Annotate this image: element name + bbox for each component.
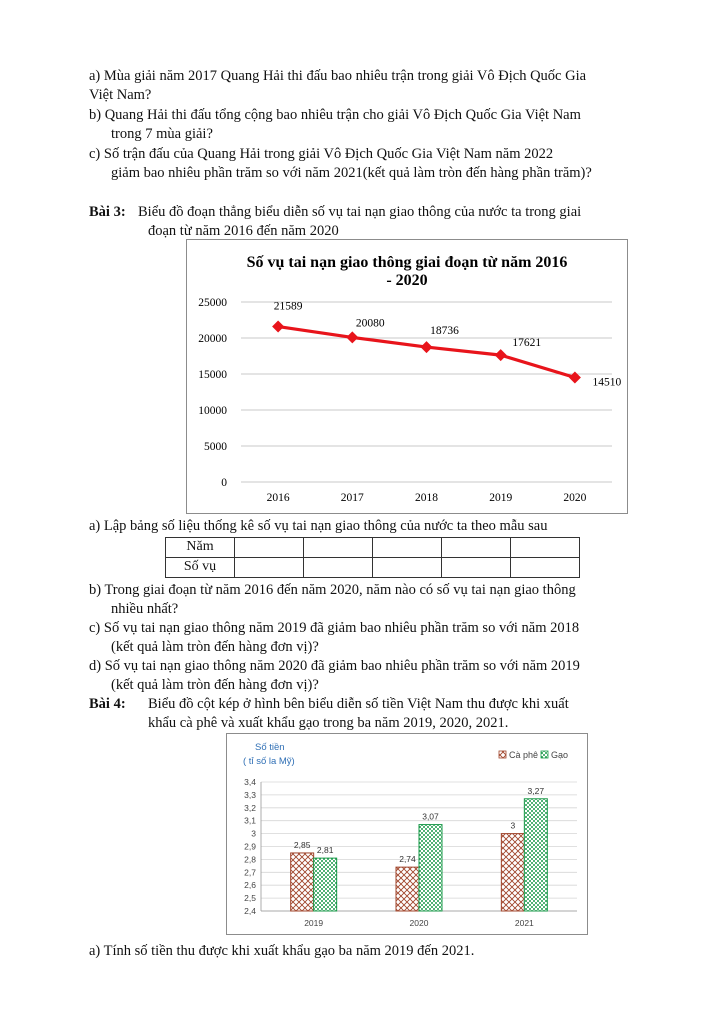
bar-coffee xyxy=(501,834,524,911)
bai3-question-b-line1: b) Trong giai đoạn từ năm 2016 đến năm 2020, năm nào có số vụ tai nạn giao thông xyxy=(89,582,576,598)
x-tick-label: 2019 xyxy=(489,492,513,504)
table-cell-year-label: Năm xyxy=(166,538,235,558)
bai3-label: Bài 3: xyxy=(89,204,126,220)
stat-table xyxy=(165,537,580,578)
table-cell-empty[interactable] xyxy=(511,538,580,558)
bar-chart xyxy=(227,734,587,934)
data-point-marker xyxy=(272,321,284,333)
bai4-label: Bài 4: xyxy=(89,696,126,712)
y-tick-label: 3,2 xyxy=(244,802,256,813)
line-chart xyxy=(187,240,627,513)
y-tick-label: 10000 xyxy=(198,405,227,417)
y-tick-label: 15000 xyxy=(198,369,227,381)
table-row xyxy=(166,558,580,578)
table-cell-empty[interactable] xyxy=(511,558,580,578)
y-tick-label: 3,3 xyxy=(244,789,256,800)
y-tick-label: 2,8 xyxy=(244,854,256,865)
bar-chart-frame xyxy=(226,733,588,935)
bai4-intro-line1: Biểu đồ cột kép ở hình bên biểu diễn số tiền Việt Nam thu được khi xuất xyxy=(148,696,569,712)
bar-data-label: 2,85 xyxy=(293,839,311,850)
y-tick-label: 3,1 xyxy=(244,815,256,826)
bai3-question-c-line2: (kết quả làm tròn đến hàng đơn vị)? xyxy=(111,639,319,655)
x-tick-label: 2016 xyxy=(266,492,290,504)
data-point-marker xyxy=(346,331,358,343)
bar-chart-y-ticks xyxy=(244,777,256,916)
bar-data-label: 3,27 xyxy=(527,785,545,796)
bar-coffee xyxy=(291,853,314,911)
y-tick-label: 2,6 xyxy=(244,880,256,891)
legend-swatch-rice xyxy=(541,751,548,758)
bai3-question-c-line1: c) Số vụ tai nạn giao thông năm 2019 đã giảm bao nhiêu phần trăm so với năm 2018 xyxy=(89,620,580,636)
prev-question-c-line1: c) Số trận đấu của Quang Hải trong giải Vô Địch Quốc Gia Việt Nam năm 2022 xyxy=(89,146,554,162)
prev-question-a-line1: a) Mùa giải năm 2017 Quang Hải thi đấu bao nhiêu trận trong giải Vô Địch Quốc Gia xyxy=(89,68,587,84)
prev-question-b-line2: trong 7 mùa giải? xyxy=(111,126,213,142)
bar-coffee xyxy=(396,867,419,911)
legend-label: Gạo xyxy=(551,750,569,760)
bai3-question-a: a) Lập bảng số liệu thống kê số vụ tai nạn giao thông của nước ta theo mẫu sau xyxy=(89,518,548,534)
data-point-marker xyxy=(495,349,507,361)
line-chart-y-ticks xyxy=(198,297,227,489)
data-label: 21589 xyxy=(273,300,303,313)
prev-question-b-line1: b) Quang Hải thi đấu tổng cộng bao nhiêu trận cho giải Vô Địch Quốc Gia Việt Nam xyxy=(89,107,581,123)
table-cell-empty[interactable] xyxy=(442,558,511,578)
prev-question-a-line2: Việt Nam? xyxy=(89,87,152,103)
data-label: 17621 xyxy=(512,337,542,350)
y-tick-label: 25000 xyxy=(198,297,227,309)
bar-rice xyxy=(524,799,547,911)
line-chart-title-line2: - 2020 xyxy=(386,272,428,289)
bai3-question-b-line2: nhiều nhất? xyxy=(111,601,179,617)
table-cell-empty[interactable] xyxy=(304,538,373,558)
table-row xyxy=(166,538,580,558)
prev-question-c-line2: giảm bao nhiêu phần trăm so với năm 2021(kết quả làm tròn đến hàng phần trăm)? xyxy=(111,165,592,181)
bai3-intro-line2: đoạn từ năm 2016 đến năm 2020 xyxy=(148,223,339,239)
bar-data-label: 3 xyxy=(510,820,516,831)
data-label: 20080 xyxy=(355,317,385,330)
bar-chart-ylabel-line2: ( tỉ số la Mỹ) xyxy=(243,756,295,767)
bai4-intro-line2: khẩu cà phê và xuất khẩu gạo trong ba năm 2019, 2020, 2021. xyxy=(148,715,509,731)
data-label: 18736 xyxy=(430,325,459,338)
y-tick-label: 3 xyxy=(251,828,256,839)
table-cell-empty[interactable] xyxy=(442,538,511,558)
bar-chart-x-ticks xyxy=(304,918,534,928)
data-point-marker xyxy=(569,372,581,384)
bar-data-label: 2,81 xyxy=(316,845,334,856)
line-chart-title-line1: Số vụ tai nạn giao thông giai đoạn từ năm 2016 xyxy=(246,254,568,271)
bar-chart-ylabel-line1: Số tiền xyxy=(255,742,285,753)
bar-rice xyxy=(314,858,337,911)
x-tick-label: 2020 xyxy=(409,918,429,928)
y-tick-label: 5000 xyxy=(204,441,227,453)
line-chart-frame xyxy=(186,239,628,514)
bai3-question-d-line2: (kết quả làm tròn đến hàng đơn vị)? xyxy=(111,677,319,693)
y-tick-label: 2,7 xyxy=(244,867,256,878)
bai3-question-d-line1: d) Số vụ tai nạn giao thông năm 2020 đã giảm bao nhiêu phần trăm so với năm 2019 xyxy=(89,658,580,674)
table-cell-empty[interactable] xyxy=(304,558,373,578)
line-chart-x-ticks xyxy=(267,492,587,504)
bar-data-label: 3,07 xyxy=(422,811,439,822)
table-cell-count-label: Số vụ xyxy=(166,558,235,578)
y-tick-label: 20000 xyxy=(198,333,227,345)
y-tick-label: 0 xyxy=(221,477,227,489)
y-tick-label: 2,4 xyxy=(244,906,256,916)
y-tick-label: 2,9 xyxy=(244,841,256,852)
x-tick-label: 2017 xyxy=(340,492,364,504)
x-tick-label: 2021 xyxy=(514,918,534,928)
bai4-question-a: a) Tính số tiền thu được khi xuất khẩu gạo ba năm 2019 đến 2021. xyxy=(89,943,475,959)
table-cell-empty[interactable] xyxy=(235,538,304,558)
x-tick-label: 2020 xyxy=(563,492,587,504)
table-cell-empty[interactable] xyxy=(235,558,304,578)
legend-swatch-coffee xyxy=(499,751,506,758)
bar-rice xyxy=(419,825,442,911)
x-tick-label: 2019 xyxy=(304,918,324,928)
bar-data-label: 2,74 xyxy=(399,854,416,865)
table-cell-empty[interactable] xyxy=(373,538,442,558)
x-tick-label: 2018 xyxy=(415,492,438,504)
bar-chart-legend xyxy=(499,750,568,760)
y-tick-label: 3,4 xyxy=(244,777,256,787)
data-point-marker xyxy=(421,341,433,353)
bai3-intro-line1: Biểu đồ đoạn thẳng biểu diễn số vụ tai nạn giao thông của nước ta trong giai xyxy=(138,204,582,220)
table-cell-empty[interactable] xyxy=(373,558,442,578)
y-tick-label: 2,5 xyxy=(244,893,256,904)
legend-label: Cà phê xyxy=(509,750,539,760)
data-label: 14510 xyxy=(592,376,622,389)
